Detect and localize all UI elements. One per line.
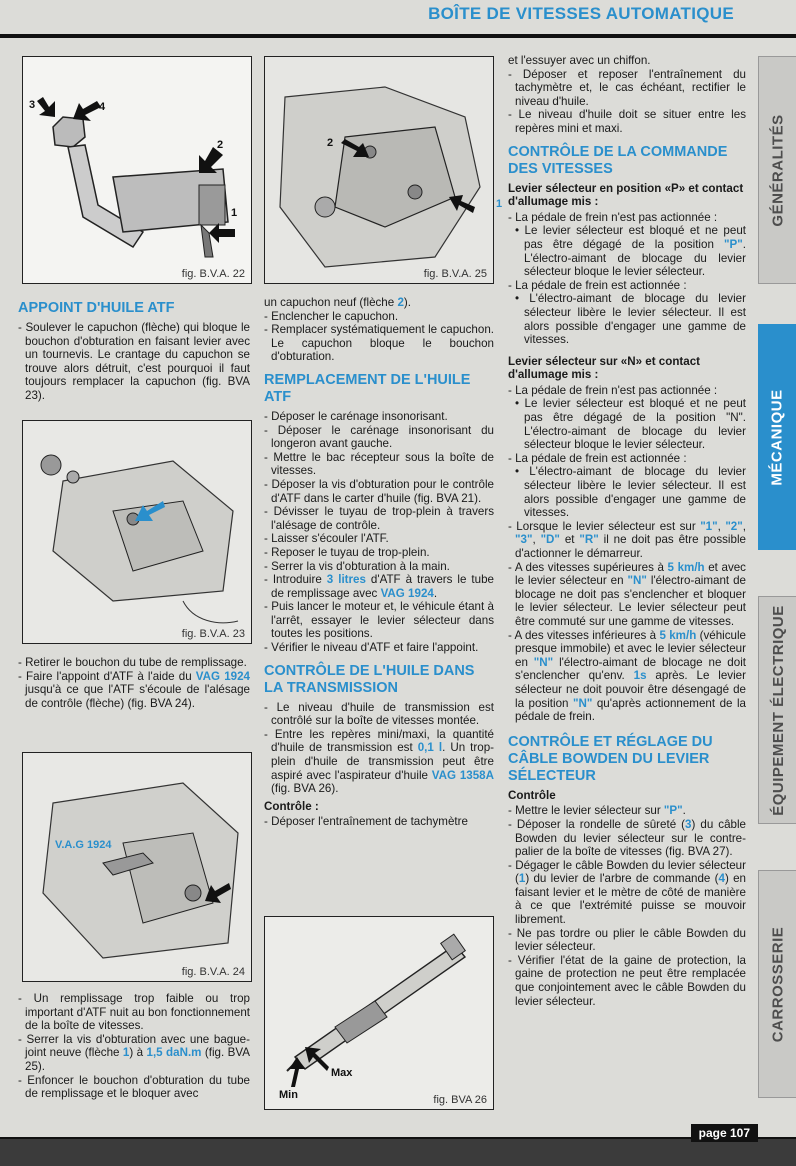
figure-bva-25-drawing (265, 57, 493, 283)
text: • Le levier sélecteur est bloqué et ne peut pas être dégagé de la position (515, 224, 746, 251)
text: . L'électro-aimant de blocage du levier sélecteur bloque le levier sélecteur. (524, 237, 746, 279)
paragraph (18, 670, 250, 711)
tab-equipement-electrique[interactable] (758, 596, 796, 824)
heading-controle-huile: CONTRÔLE DE L'HUILE DANS LA TRANSMISSION (264, 662, 475, 696)
text: - Introduire (264, 573, 327, 587)
text: - Entre les repères mini/maxi, la quantité d'huile de transmission est (264, 727, 494, 755)
highlight: "P" (724, 237, 743, 251)
highlight: 1 (518, 872, 526, 886)
highlight: VAG 1358A (431, 768, 494, 782)
column-1 (18, 296, 250, 412)
highlight: 4 (718, 872, 725, 886)
text: - A des vitesses inférieures à (508, 628, 660, 642)
highlight: "3" (515, 533, 533, 547)
text: il ne doit pas être possible d'actionner le démarreur. (515, 533, 746, 560)
paragraph: - Vérifier l'état de la gaine de protection, la gaine de protection ne peut être remplacée que conjointement avec le câble Bowden du levier sélecteur. (508, 953, 746, 1008)
paragraph (264, 296, 494, 310)
paragraph (264, 573, 494, 600)
paragraph: - Enfoncer le bouchon d'obturation du tube de remplissage et le bloquer avec (18, 1073, 250, 1101)
paragraph: - La pédale de frein est actionnée : (508, 278, 687, 292)
paragraph (264, 728, 494, 796)
highlight: 1,5 daN.m (146, 1046, 202, 1060)
highlight: 5 km/h (667, 560, 705, 574)
paragraph: - Retirer le bouchon du tube de remplissage. (18, 656, 247, 669)
highlight: 1 (122, 1046, 130, 1060)
text: - Serrer la vis d'obturation avec une bague-joint neuve (flèche (18, 1032, 250, 1060)
paragraph: - La pédale de frein n'est pas actionnée : (508, 210, 718, 224)
paragraph: - Déposer et reposer l'entraînement du tachymètre et, le cas échéant, rectifier le niveau d'huile. (508, 67, 746, 108)
header-rule (0, 34, 796, 38)
bottom-shade (0, 1139, 796, 1166)
paragraph: - Mettre le bac récepteur sous la boîte de vitesses. (264, 450, 494, 478)
vag-1924-label: V.A.G 1924 (55, 839, 112, 851)
paragraph (508, 859, 746, 927)
paragraph: - Le niveau d'huile doit se situer entre les repères mini et maxi. (508, 108, 746, 135)
text: - A des vitesses supérieures à (508, 560, 668, 574)
text: après. Le levier sélecteur ne doit pouvoir être désengagé de la position (515, 669, 746, 710)
paragraph: - La pédale de frein est actionnée : (508, 451, 687, 465)
paragraph: - Laisser s'écouler l'ATF. (264, 532, 389, 546)
paragraph: - Enclencher le capuchon. (264, 309, 399, 323)
text: d'ATF à travers le tube de remplissage avec (271, 573, 494, 600)
paragraph (18, 1033, 250, 1074)
text: (fig. BVA 25). (25, 1046, 250, 1073)
page-number: page 107 (691, 1124, 758, 1142)
callout-1: 1 (496, 198, 503, 210)
paragraph: - Ne pas tordre ou plier le câble Bowden du levier sélecteur. (508, 926, 746, 954)
highlight: 1s (633, 669, 647, 683)
highlight: 3 litres (326, 573, 366, 587)
paragraph: - Déposer le carénage insonorisant du longeron avant gauche. (264, 423, 494, 451)
paragraph (508, 520, 746, 561)
paragraph: - Déposer l'entraînement de tachymètre (264, 815, 468, 829)
paragraph: - Reposer le tuyau de trop-plein. (264, 545, 430, 559)
figure-bva-23 (22, 420, 252, 644)
subheading-controle: Contrôle : (264, 799, 319, 813)
text: ) en faisant levier et le mètre de côté de manière à ce que l'extrémité puisse se mouvoir librement. (515, 872, 746, 927)
figure-bva-24 (22, 752, 252, 982)
page-header-title: BOÎTE DE VITESSES AUTOMATIQUE (428, 4, 734, 23)
highlight: 3 (685, 817, 692, 831)
text: , (742, 519, 746, 533)
heading-cable-bowden: CONTRÔLE ET RÉGLAGE DU CÂBLE BOWDEN DU LEVIER SÉLECTEUR (508, 733, 713, 784)
paragraph: - Déposer la vis d'obturation pour le contrôle d'ATF dans le carter d'huile (fig. BVA 21). (264, 477, 494, 505)
text: un capuchon neuf (flèche (264, 296, 398, 309)
paragraph: - Dévisser le tuyau de trop-plein à travers l'alésage de contrôle. (264, 505, 494, 532)
paragraph: - Le niveau d'huile de transmission est contrôlé sur la boîte de vitesses montée. (264, 700, 494, 728)
text: qu'après actionnement de la pédale de frein. (515, 696, 746, 724)
paragraph: • L'électro-aimant de blocage du levier sélecteur libère le levier sélecteur. Il est alors possible d'engager une gamme de vitesses. (515, 292, 746, 347)
figure-bva-26 (264, 916, 494, 1110)
text: et avec le levier sélecteur en (515, 560, 746, 588)
column-1-mid (18, 656, 250, 710)
figure-bva-23-drawing (23, 421, 251, 643)
text: - Déposer la rondelle de sûreté ( (508, 817, 686, 831)
paragraph: - La pédale de frein n'est pas actionnée : (508, 383, 718, 397)
highlight: "N" (572, 696, 593, 710)
figure-caption: fig. B.V.A. 23 (181, 628, 245, 640)
paragraph: - Déposer le carénage insonorisant. (264, 409, 448, 423)
tab-label: ÉQUIPEMENT ÉLECTRIQUE (769, 604, 787, 816)
tab-label: GÉNÉRALITÉS (769, 113, 787, 227)
text: l'électro-aimant de blocage ne doit s'enclencher qu'env. (515, 655, 746, 683)
text: - Dégager le câble Bowden du levier sélecteur ( (508, 858, 746, 886)
heading-commande-vitesses: CONTRÔLE DE LA COMMANDE DES VITESSES (508, 143, 728, 177)
paragraph: - Vérifier le niveau d'ATF et faire l'appoint. (264, 641, 479, 655)
text: , (532, 533, 541, 547)
tab-generalites[interactable] (758, 56, 796, 284)
highlight: "D" (540, 533, 560, 547)
figure-bva-24-drawing (23, 753, 251, 981)
figure-caption: fig. B.V.A. 24 (181, 966, 245, 978)
max-label: Max (331, 1067, 353, 1079)
tab-carrosserie[interactable] (758, 870, 796, 1098)
paragraph (508, 818, 746, 859)
paragraph: et l'essuyer avec un chiffon. (508, 54, 651, 67)
text: ) à (129, 1046, 147, 1060)
highlight: VAG 1924 (380, 586, 434, 600)
callout-2: 2 (217, 139, 224, 151)
figure-caption: fig. B.V.A. 22 (181, 268, 245, 280)
figure-bva-22 (22, 56, 252, 284)
column-1-bottom (18, 992, 250, 1101)
column-3 (508, 54, 746, 1008)
text: (fig. BVA 26). (271, 782, 339, 796)
highlight: "N" (627, 574, 647, 588)
highlight: "1" (700, 519, 718, 533)
text: - Lorsque le levier sélecteur est sur (508, 519, 701, 533)
paragraph: • L'électro-aimant de blocage du levier sélecteur libère le levier sélecteur. Il est alors possible d'engager une gamme de vitesses. (515, 465, 746, 520)
tab-mecanique[interactable] (758, 324, 796, 550)
highlight: VAG 1924 (195, 669, 250, 683)
highlight: 0,1 l (417, 741, 443, 755)
tab-label: MÉCANIQUE (768, 388, 786, 486)
callout-4: 4 (99, 101, 106, 113)
paragraph: - Soulever le capuchon (flèche) qui bloque le bouchon d'obturation en faisant levier avec un tournevis. Le crantage du capuchon se trouve alors détruit, c'est pourquoi il faut toujours remplacer la capuchon (fig. BVA 23). (18, 321, 250, 402)
highlight: 2 (397, 296, 404, 309)
paragraph: - Puis lancer le moteur et, le véhicule étant à l'arrêt, essayer le levier sélecteur dans toutes les positions. (264, 600, 494, 641)
text: , (717, 519, 726, 533)
heading-remplacement: REMPLACEMENT DE L'HUILE ATF (264, 371, 471, 405)
paragraph: - Un remplissage trop faible ou trop important d'ATF nuit au bon fonctionnement de la boîte de vitesses. (18, 992, 250, 1033)
text: l'électro-aimant de blocage ne doit pas s'enclencher et bloquer le levier sélecteur. Le levier sélecteur peut être commuté sur une gamme de vitesses. (515, 574, 746, 628)
paragraph: - Serrer la vis d'obturation à la main. (264, 559, 450, 573)
figure-bva-22-drawing (23, 57, 251, 283)
subheading-controle: Contrôle (508, 788, 556, 802)
min-label: Min (279, 1089, 298, 1101)
paragraph (508, 224, 746, 278)
text: . (433, 586, 438, 600)
figure-caption: fig. B.V.A. 25 (423, 268, 487, 280)
text: . (682, 804, 686, 818)
highlight: 5 km/h (659, 628, 697, 642)
subheading-position-p: Levier sélecteur en position «P» et contact d'allumage mis : (508, 181, 744, 209)
figure-bva-26-drawing (265, 917, 493, 1109)
paragraph (508, 561, 746, 629)
subheading-position-n: Levier sélecteur sur «N» et contact d'allumage mis : (508, 354, 701, 382)
column-2 (264, 296, 494, 829)
heading-appoint-huile: APPOINT D'HUILE ATF (18, 300, 175, 316)
text: (véhicule presque immobile) et avec le levier sélecteur en (515, 628, 747, 669)
highlight: "R" (579, 533, 599, 547)
figure-caption: fig. BVA 26 (433, 1094, 487, 1106)
text: - Mettre le levier sélecteur sur (508, 804, 664, 818)
callout-2: 2 (327, 137, 334, 149)
text: - Faire l'appoint d'ATF à l'aide du (18, 669, 196, 683)
callout-1: 1 (231, 207, 238, 219)
text: et (559, 533, 580, 547)
highlight: "P" (663, 804, 683, 818)
paragraph: - Remplacer systématiquement le capuchon. Le capuchon bloque le bouchon d'obturation. (264, 323, 494, 364)
text: ) du câble Bowden du levier sélecteur sur le contre-palier de la boîte de vitesses (fig. BVA 27). (515, 817, 747, 859)
highlight: "2" (725, 519, 743, 533)
paragraph: • Le levier sélecteur est bloqué et ne peut pas être dégagé de la position "N". L'électro-aimant de blocage du levier sélecteur bloque le levier sélecteur. (515, 397, 746, 452)
paragraph (508, 804, 746, 818)
callout-3: 3 (29, 99, 36, 111)
tab-label: CARROSSERIE (769, 926, 787, 1042)
figure-bva-25 (264, 56, 494, 284)
text: jusqu'à ce que l'ATF s'écoule de l'alésage de contrôle (flèche) (fig. BVA 24). (25, 683, 250, 710)
text: . Un trop-plein d'huile de transmission peut être aspiré avec l'aspirateur d'huile (271, 741, 495, 782)
text: ) du levier de l'arbre de commande ( (525, 872, 719, 886)
paragraph (508, 629, 746, 724)
text: ). (403, 296, 411, 309)
highlight: "N" (533, 655, 554, 669)
